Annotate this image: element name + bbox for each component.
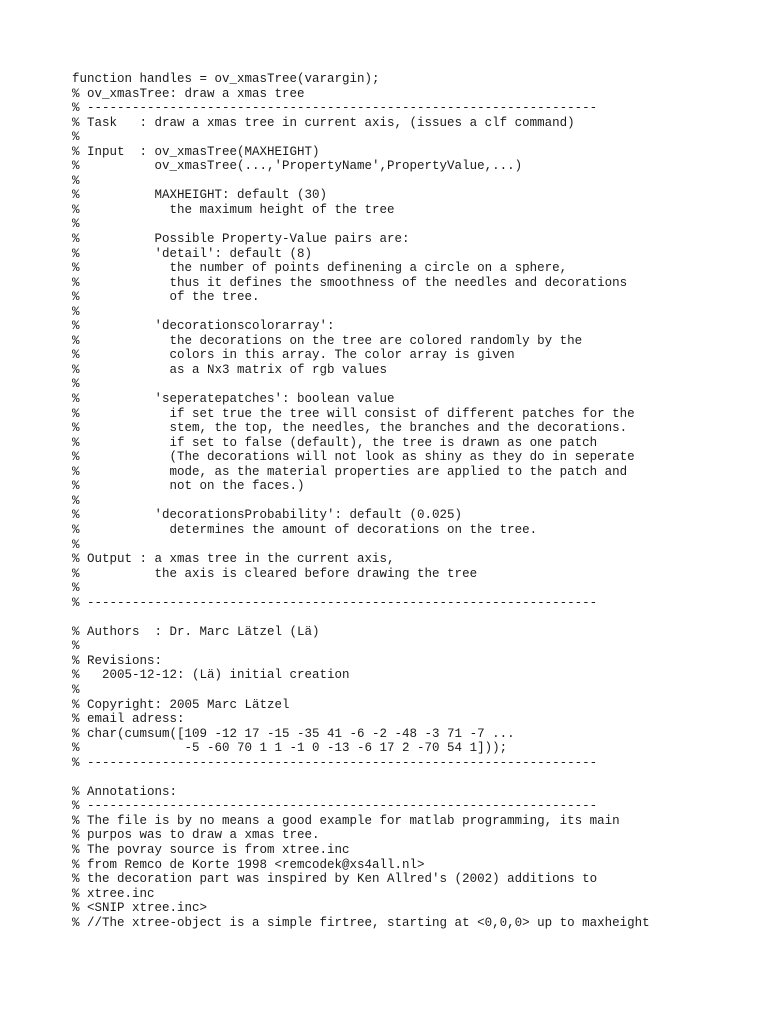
- code-line: % //The xtree-object is a simple firtree, starting at <0,0,0> up to maxheight: [72, 915, 650, 930]
- code-line: % Copyright: 2005 Marc Lätzel: [72, 697, 290, 712]
- code-line: % from Remco de Korte 1998 <remcodek@xs4all.nl>: [72, 857, 425, 872]
- code-line: %: [72, 639, 80, 654]
- code-line: % 'decorationscolorarray':: [72, 319, 335, 334]
- code-line: % --------------------------------------------------------------------: [72, 755, 598, 770]
- code-line: [72, 610, 650, 625]
- code-line: % MAXHEIGHT: default (30): [72, 188, 328, 203]
- code-line: % -5 -60 70 1 1 -1 0 -13 -6 17 2 -70 54 1]));: [72, 741, 508, 756]
- code-line: % if set true the tree will consist of different patches for the: [72, 406, 635, 421]
- code-line: %: [72, 377, 80, 392]
- code-line: % purpos was to draw a xmas tree.: [72, 828, 320, 843]
- code-line: % Possible Property-Value pairs are:: [72, 232, 410, 247]
- code-line: %: [72, 493, 80, 508]
- code-line: % <SNIP xtree.inc>: [72, 901, 208, 916]
- code-line: % (The decorations will not look as shiny as they do in seperate: [72, 450, 635, 465]
- code-line: % as a Nx3 matrix of rgb values: [72, 362, 388, 377]
- code-line: %: [72, 537, 80, 552]
- code-line: function handles = ov_xmasTree(varargin);: [72, 72, 380, 86]
- code-line: % 'decorationsProbability': default (0.025): [72, 508, 463, 523]
- code-line: [72, 770, 650, 785]
- code-line: % The povray source is from xtree.inc: [72, 842, 350, 857]
- code-line: % the maximum height of the tree: [72, 202, 395, 217]
- code-line: % Task : draw a xmas tree in current axis, (issues a clf command): [72, 115, 575, 130]
- code-line: % of the tree.: [72, 290, 260, 305]
- code-line: % 2005-12-12: (Lä) initial creation: [72, 668, 350, 683]
- code-line: % the number of points definening a circle on a sphere,: [72, 261, 568, 276]
- code-line: % determines the amount of decorations on the tree.: [72, 522, 538, 537]
- code-line: % ov_xmasTree: draw a xmas tree: [72, 86, 305, 101]
- code-line: %: [72, 173, 80, 188]
- code-line: %: [72, 130, 80, 145]
- code-line: % --------------------------------------------------------------------: [72, 595, 598, 610]
- code-line: % stem, the top, the needles, the branches and the decorations.: [72, 421, 628, 436]
- code-line: %: [72, 304, 80, 319]
- code-line: %: [72, 217, 80, 232]
- code-line: % the decoration part was inspired by Ken Allred's (2002) additions to: [72, 872, 598, 887]
- code-line: % thus it defines the smoothness of the needles and decorations: [72, 275, 628, 290]
- code-line: % mode, as the material properties are applied to the patch and: [72, 464, 628, 479]
- code-line: % colors in this array. The color array is given: [72, 348, 515, 363]
- code-line: % ov_xmasTree(...,'PropertyName',PropertyValue,...): [72, 159, 523, 174]
- code-line: % email adress:: [72, 712, 185, 727]
- code-line: % if set to false (default), the tree is drawn as one patch: [72, 435, 598, 450]
- code-line: % the decorations on the tree are colored randomly by the: [72, 333, 583, 348]
- code-line: % char(cumsum([109 -12 17 -15 -35 41 -6 -2 -48 -3 71 -7 ...: [72, 726, 515, 741]
- code-line: % Output : a xmas tree in the current axis,: [72, 552, 395, 567]
- code-line: % 'detail': default (8): [72, 246, 313, 261]
- code-line: %: [72, 581, 80, 596]
- code-line: % 'seperatepatches': boolean value: [72, 392, 395, 407]
- code-line: % --------------------------------------------------------------------: [72, 101, 598, 116]
- code-line: %: [72, 682, 80, 697]
- code-line: % Annotations:: [72, 784, 178, 799]
- code-line: % Revisions:: [72, 653, 163, 668]
- code-line: % not on the faces.): [72, 479, 305, 494]
- code-line: % The file is by no means a good example for matlab programming, its main: [72, 813, 620, 828]
- code-line: % Input : ov_xmasTree(MAXHEIGHT): [72, 144, 320, 159]
- code-line: % Authors : Dr. Marc Lätzel (Lä): [72, 624, 320, 639]
- code-listing: [72, 72, 650, 930]
- code-line: % --------------------------------------------------------------------: [72, 799, 598, 814]
- code-line: % xtree.inc: [72, 886, 155, 901]
- code-line: % the axis is cleared before drawing the tree: [72, 566, 478, 581]
